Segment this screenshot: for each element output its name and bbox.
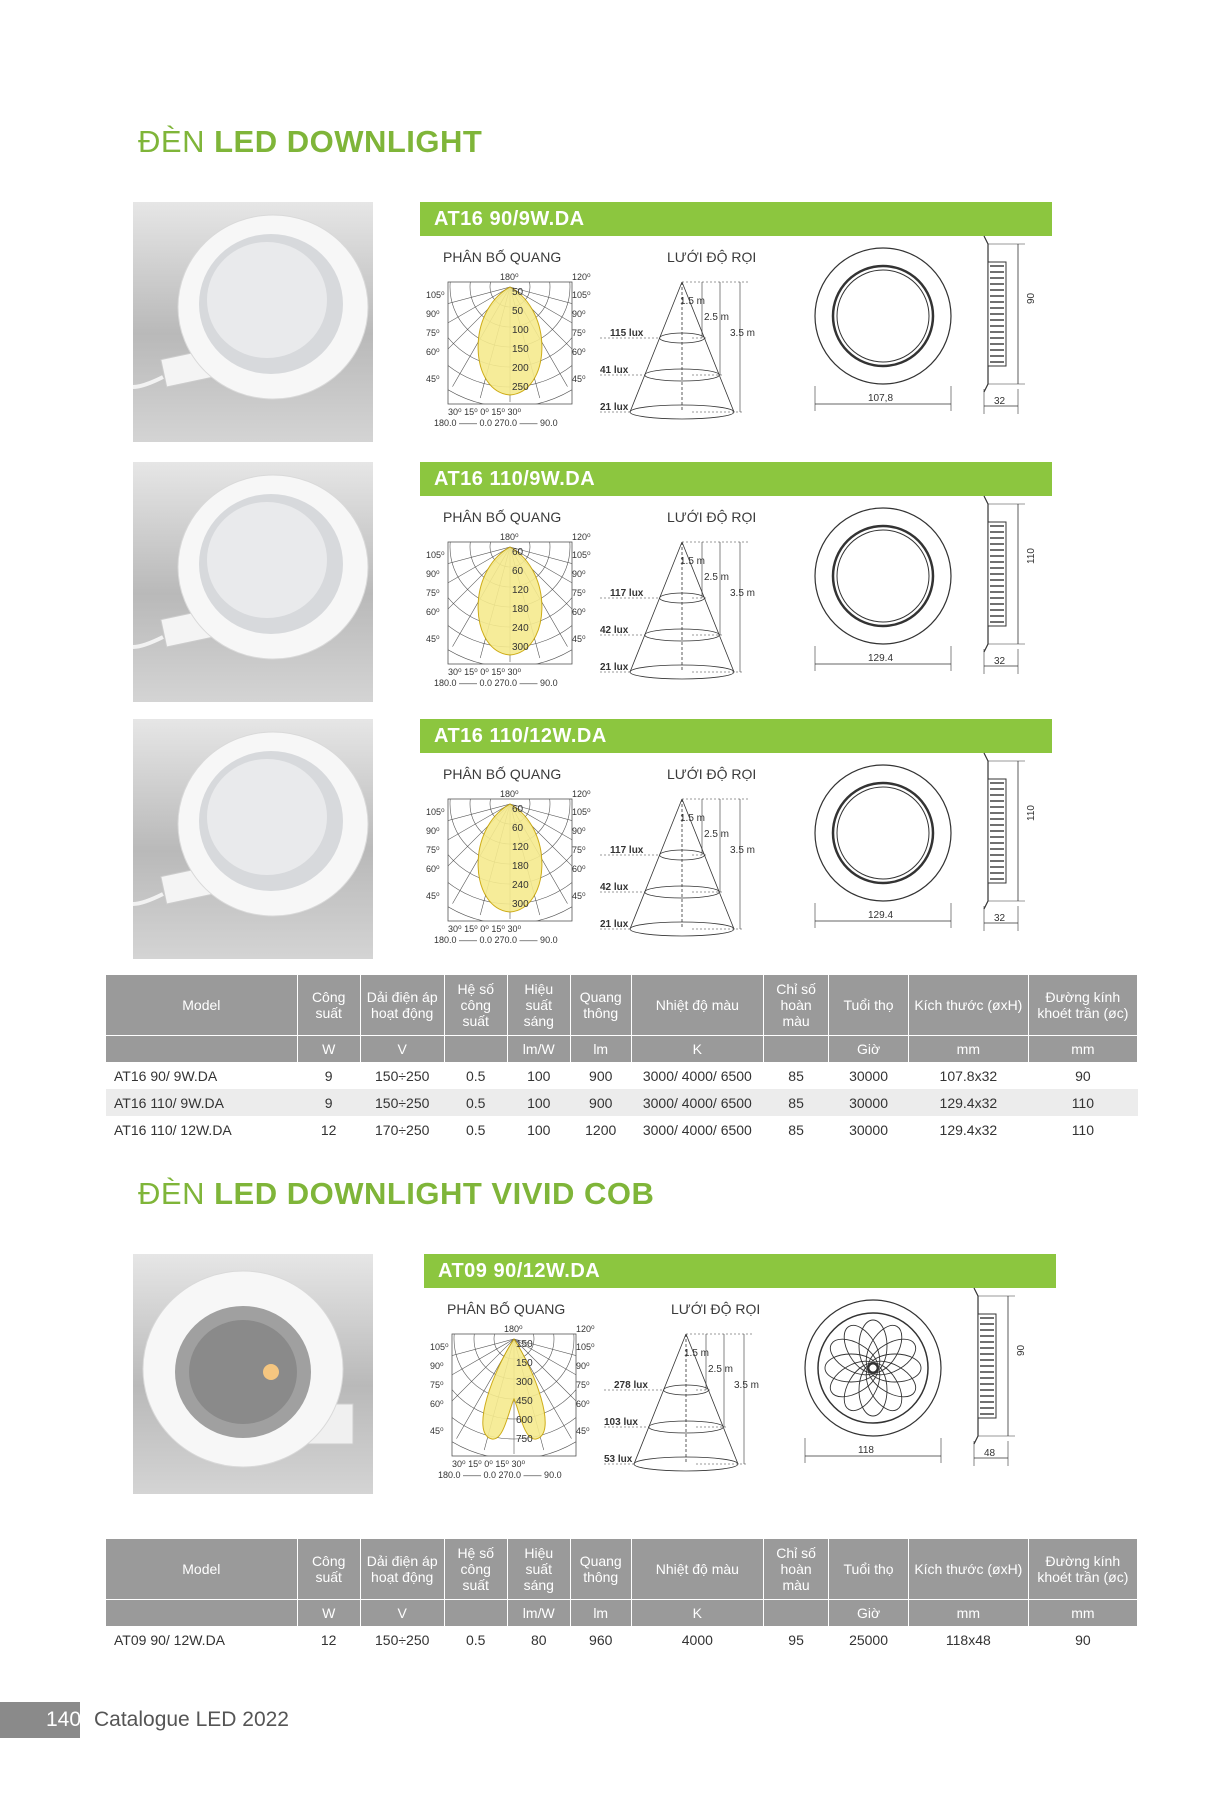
svg-text:90⁰: 90⁰ [572, 826, 586, 836]
column-header: Hiệu suất sáng [507, 1539, 570, 1599]
svg-text:110: 110 [1026, 548, 1037, 564]
table-cell: 170÷250 [375, 1121, 430, 1138]
svg-text:300: 300 [516, 1377, 533, 1388]
table-row [106, 1116, 1138, 1143]
svg-text:90: 90 [1026, 292, 1037, 304]
column-header: Tuổi thọ [829, 1539, 909, 1599]
table-row [106, 1089, 1138, 1116]
section-title-downlight [138, 124, 482, 160]
unit-header: Giờ [829, 1599, 909, 1626]
svg-text:42 lux: 42 lux [600, 625, 629, 636]
table-cell: AT09 90/ 12W.DA [114, 1631, 226, 1648]
unit-header: K [631, 1035, 763, 1062]
table-cell: 85 [764, 1089, 829, 1116]
svg-text:90⁰: 90⁰ [576, 1361, 590, 1371]
svg-text:150: 150 [516, 1358, 533, 1369]
svg-text:180.0 —— 0.0 270.0 —— 90.0: 180.0 —— 0.0 270.0 —— 90.0 [434, 935, 558, 944]
svg-text:45⁰: 45⁰ [426, 374, 440, 384]
title-main: LED DOWNLIGHT [214, 124, 483, 159]
beam-cone-diagram [604, 1322, 774, 1482]
svg-text:90: 90 [1016, 1344, 1027, 1356]
unit-header: mm [908, 1035, 1028, 1062]
svg-text:32: 32 [994, 913, 1006, 924]
column-header: Chỉ số hoàn màu [764, 975, 829, 1035]
svg-text:50: 50 [512, 287, 524, 298]
svg-text:75⁰: 75⁰ [572, 328, 586, 338]
side-view-dimension-drawing [970, 751, 1060, 946]
column-header: Model [106, 1539, 297, 1599]
table-cell: 0.5 [465, 1067, 486, 1084]
table-cell: AT16 110/ 12W.DA [114, 1121, 232, 1138]
svg-text:45⁰: 45⁰ [572, 374, 586, 384]
svg-text:180⁰: 180⁰ [500, 789, 519, 799]
svg-text:105⁰: 105⁰ [576, 1342, 595, 1352]
table-cell: 150÷250 [360, 1089, 444, 1116]
column-header: Quang thông [570, 1539, 631, 1599]
svg-text:129.4: 129.4 [868, 910, 894, 921]
svg-text:90⁰: 90⁰ [426, 569, 440, 579]
svg-text:120⁰: 120⁰ [572, 789, 591, 799]
table-cell: 12 [320, 1121, 337, 1138]
table-cell: 0.5 [444, 1089, 507, 1116]
svg-text:100: 100 [512, 325, 529, 336]
table-cell: 150÷250 [375, 1631, 430, 1648]
page-number: 140 [0, 1702, 80, 1738]
svg-text:30⁰ 15⁰ 0⁰ 15⁰ 30⁰: 30⁰ 15⁰ 0⁰ 15⁰ 30⁰ [452, 1459, 526, 1469]
svg-text:60⁰: 60⁰ [430, 1399, 444, 1409]
table-cell: 100 [527, 1121, 551, 1138]
beam-grid-label: LƯỚI ĐỘ RỌI [671, 1301, 761, 1317]
svg-text:278 lux: 278 lux [614, 1380, 648, 1391]
svg-text:32: 32 [994, 656, 1006, 667]
model-bar: AT16 110/9W.DA [420, 462, 1052, 496]
svg-text:750: 750 [516, 1434, 533, 1445]
svg-text:150: 150 [516, 1339, 533, 1350]
svg-text:300: 300 [512, 899, 529, 910]
svg-text:105⁰: 105⁰ [572, 550, 591, 560]
svg-text:120⁰: 120⁰ [572, 532, 591, 542]
product-photo [133, 719, 373, 959]
table-cell: 95 [788, 1631, 804, 1648]
svg-text:150: 150 [512, 344, 529, 355]
svg-text:2.5 m: 2.5 m [708, 1364, 734, 1375]
svg-text:30⁰ 15⁰ 0⁰ 15⁰ 30⁰: 30⁰ 15⁰ 0⁰ 15⁰ 30⁰ [448, 407, 522, 417]
svg-text:90⁰: 90⁰ [426, 826, 440, 836]
svg-text:60: 60 [512, 804, 524, 815]
svg-text:90⁰: 90⁰ [426, 309, 440, 319]
svg-text:75⁰: 75⁰ [426, 588, 440, 598]
polar-light-distribution-diagram [420, 532, 600, 687]
svg-text:60⁰: 60⁰ [426, 607, 440, 617]
front-view-dimension-drawing [798, 1288, 948, 1478]
model-bar: AT09 90/12W.DA [424, 1254, 1056, 1288]
column-header: Công suất [297, 1539, 360, 1599]
svg-text:60⁰: 60⁰ [572, 347, 586, 357]
table-cell: 900 [589, 1067, 613, 1084]
side-view-dimension-drawing [970, 234, 1060, 429]
svg-text:45⁰: 45⁰ [426, 634, 440, 644]
unit-header [444, 1599, 507, 1626]
column-header: Quang thông [570, 975, 631, 1035]
unit-header: mm [908, 1599, 1028, 1626]
svg-text:110: 110 [1026, 805, 1037, 821]
model-bar: AT16 90/9W.DA [420, 202, 1052, 236]
table-cell: 30000 [829, 1089, 909, 1116]
unit-header [764, 1599, 829, 1626]
svg-text:107,8: 107,8 [868, 393, 894, 404]
table-cell: 30000 [849, 1121, 889, 1138]
table-cell: AT16 90/ 9W.DA [114, 1067, 218, 1084]
svg-text:3.5 m: 3.5 m [730, 328, 756, 339]
svg-text:42 lux: 42 lux [600, 882, 629, 893]
beam-grid-label: LƯỚI ĐỘ RỌI [667, 509, 757, 525]
svg-text:1.5 m: 1.5 m [680, 296, 706, 307]
table-cell: 25000 [849, 1631, 889, 1648]
svg-text:120⁰: 120⁰ [576, 1324, 595, 1334]
table-cell: 9 [324, 1067, 333, 1084]
svg-text:200: 200 [512, 363, 529, 374]
svg-text:60: 60 [512, 823, 524, 834]
beam-cone-diagram [600, 787, 770, 947]
table-cell: 0.5 [465, 1631, 486, 1648]
svg-text:180: 180 [512, 604, 529, 615]
svg-text:45⁰: 45⁰ [426, 891, 440, 901]
table-cell: 110 [1028, 1089, 1137, 1116]
table-cell: 30000 [849, 1067, 889, 1084]
title-main: LED DOWNLIGHT VIVID COB [214, 1176, 655, 1211]
svg-text:60⁰: 60⁰ [572, 607, 586, 617]
svg-text:120⁰: 120⁰ [572, 272, 591, 282]
svg-text:90⁰: 90⁰ [430, 1361, 444, 1371]
spec-table-vivid-cob [106, 1539, 1138, 1653]
table-cell: 80 [530, 1631, 547, 1648]
product-photo [133, 202, 373, 442]
unit-header: W [297, 1035, 360, 1062]
svg-text:117 lux: 117 lux [610, 588, 644, 599]
table-cell: 107.8x32 [939, 1067, 998, 1084]
column-header: Đường kính khoét trần (øc) [1028, 975, 1137, 1035]
table-cell: 12 [320, 1631, 337, 1648]
unit-header [106, 1599, 297, 1626]
column-header: Công suất [297, 975, 360, 1035]
svg-text:117 lux: 117 lux [610, 845, 644, 856]
svg-text:180⁰: 180⁰ [500, 532, 519, 542]
table-cell: 3000/ 4000/ 6500 [642, 1121, 752, 1138]
table-cell: 90 [1075, 1067, 1091, 1084]
unit-header: lm [570, 1599, 631, 1626]
svg-text:105⁰: 105⁰ [572, 290, 591, 300]
table-row [106, 1062, 1138, 1089]
svg-text:90⁰: 90⁰ [572, 309, 586, 319]
product-photo [133, 462, 373, 702]
front-view-dimension-drawing [808, 236, 958, 426]
svg-text:48: 48 [984, 1448, 996, 1459]
svg-text:250: 250 [512, 382, 529, 393]
light-distribution-label: PHÂN BỐ QUANG [443, 249, 562, 265]
svg-text:75⁰: 75⁰ [426, 328, 440, 338]
unit-header: V [360, 1599, 444, 1626]
unit-header: mm [1028, 1035, 1137, 1062]
svg-text:240: 240 [512, 623, 529, 634]
table-cell: 150÷250 [375, 1067, 430, 1084]
svg-text:105⁰: 105⁰ [430, 1342, 449, 1352]
light-distribution-label: PHÂN BỐ QUANG [443, 509, 562, 525]
column-header: Hiệu suất sáng [507, 975, 570, 1035]
table-cell: 900 [570, 1089, 631, 1116]
unit-header: K [631, 1599, 763, 1626]
svg-text:120: 120 [512, 842, 529, 853]
beam-cone-diagram [600, 270, 770, 430]
table-cell: 100 [507, 1089, 570, 1116]
table-cell: 9 [297, 1089, 360, 1116]
svg-text:1.5 m: 1.5 m [680, 556, 706, 567]
table-cell: 960 [589, 1631, 613, 1648]
table-cell: 3000/ 4000/ 6500 [631, 1089, 763, 1116]
svg-text:115 lux: 115 lux [610, 328, 644, 339]
table-cell: 110 [1071, 1121, 1095, 1138]
side-view-dimension-drawing [960, 1286, 1050, 1481]
svg-text:2.5 m: 2.5 m [704, 312, 730, 323]
unit-header: W [297, 1599, 360, 1626]
svg-text:60⁰: 60⁰ [576, 1399, 590, 1409]
svg-text:32: 32 [994, 396, 1006, 407]
svg-text:60: 60 [512, 566, 524, 577]
column-header: Chỉ số hoàn màu [764, 1539, 829, 1599]
svg-text:21 lux: 21 lux [600, 919, 629, 930]
svg-text:3.5 m: 3.5 m [734, 1380, 760, 1391]
unit-header: lm/W [507, 1599, 570, 1626]
svg-text:240: 240 [512, 880, 529, 891]
unit-header: lm/W [507, 1035, 570, 1062]
table-cell: 85 [788, 1121, 804, 1138]
svg-text:53 lux: 53 lux [604, 1454, 633, 1465]
svg-text:1.5 m: 1.5 m [684, 1348, 710, 1359]
svg-text:450: 450 [516, 1396, 533, 1407]
beam-cone-diagram [600, 530, 770, 690]
table-cell: 129.4x32 [939, 1121, 998, 1138]
svg-text:45⁰: 45⁰ [430, 1426, 444, 1436]
table-cell: 85 [788, 1067, 804, 1084]
svg-text:180.0 —— 0.0 270.0 —— 90.0: 180.0 —— 0.0 270.0 —— 90.0 [434, 418, 558, 427]
front-view-dimension-drawing [808, 496, 958, 686]
svg-text:129.4: 129.4 [868, 653, 894, 664]
table-cell: 90 [1075, 1631, 1091, 1648]
table-cell: 129.4x32 [908, 1089, 1028, 1116]
svg-text:300: 300 [512, 642, 529, 653]
svg-text:75⁰: 75⁰ [572, 588, 586, 598]
section-title-vivid-cob [138, 1176, 654, 1212]
polar-light-distribution-diagram [424, 1324, 604, 1479]
svg-text:180.0 —— 0.0 270.0 —— 90.0: 180.0 —— 0.0 270.0 —— 90.0 [438, 1470, 562, 1479]
title-prefix: ĐÈN [138, 1176, 205, 1211]
title-prefix: ĐÈN [138, 124, 205, 159]
column-header: Đường kính khoét trần (øc) [1028, 1539, 1137, 1599]
svg-text:3.5 m: 3.5 m [730, 588, 756, 599]
svg-text:180⁰: 180⁰ [500, 272, 519, 282]
column-header: Kích thước (øxH) [908, 975, 1028, 1035]
svg-text:90⁰: 90⁰ [572, 569, 586, 579]
svg-text:120: 120 [512, 585, 529, 596]
column-header: Hệ số công suất [444, 1539, 507, 1599]
table-cell: AT16 110/ 9W.DA [106, 1089, 297, 1116]
svg-text:2.5 m: 2.5 m [704, 829, 730, 840]
svg-text:2.5 m: 2.5 m [704, 572, 730, 583]
svg-text:75⁰: 75⁰ [430, 1380, 444, 1390]
svg-text:45⁰: 45⁰ [572, 891, 586, 901]
table-cell: 100 [527, 1067, 551, 1084]
light-distribution-label: PHÂN BỐ QUANG [443, 766, 562, 782]
table-cell: 3000/ 4000/ 6500 [642, 1067, 752, 1084]
unit-header [764, 1035, 829, 1062]
svg-text:45⁰: 45⁰ [576, 1426, 590, 1436]
svg-text:75⁰: 75⁰ [576, 1380, 590, 1390]
svg-text:105⁰: 105⁰ [426, 550, 445, 560]
column-header: Kích thước (øxH) [908, 1539, 1028, 1599]
svg-text:105⁰: 105⁰ [572, 807, 591, 817]
svg-text:1.5 m: 1.5 m [680, 813, 706, 824]
column-header: Nhiệt độ màu [631, 1539, 763, 1599]
table-row [106, 1626, 1138, 1653]
column-header: Nhiệt độ màu [631, 975, 763, 1035]
svg-text:60⁰: 60⁰ [426, 864, 440, 874]
table-cell: 1200 [585, 1121, 617, 1138]
svg-text:60: 60 [512, 547, 524, 558]
svg-text:180: 180 [512, 861, 529, 872]
svg-text:75⁰: 75⁰ [572, 845, 586, 855]
unit-header: V [360, 1035, 444, 1062]
svg-text:60⁰: 60⁰ [572, 864, 586, 874]
table-cell: 118x48 [945, 1631, 991, 1648]
svg-text:105⁰: 105⁰ [426, 807, 445, 817]
svg-text:41 lux: 41 lux [600, 365, 629, 376]
column-header: Model [106, 975, 297, 1035]
column-header: Dải điện áp hoạt động [360, 1539, 444, 1599]
product-photo [133, 1254, 373, 1494]
svg-text:118: 118 [858, 1445, 874, 1456]
beam-grid-label: LƯỚI ĐỘ RỌI [667, 766, 757, 782]
column-header: Tuổi thọ [829, 975, 909, 1035]
table-cell: 4000 [681, 1631, 713, 1648]
column-header: Dải điện áp hoạt động [360, 975, 444, 1035]
svg-text:30⁰ 15⁰ 0⁰ 15⁰ 30⁰: 30⁰ 15⁰ 0⁰ 15⁰ 30⁰ [448, 667, 522, 677]
unit-header: Giờ [829, 1035, 909, 1062]
column-header: Hệ số công suất [444, 975, 507, 1035]
svg-text:600: 600 [516, 1415, 533, 1426]
unit-header: lm [570, 1035, 631, 1062]
svg-text:103 lux: 103 lux [604, 1417, 638, 1428]
svg-text:60⁰: 60⁰ [426, 347, 440, 357]
svg-text:50: 50 [512, 306, 524, 317]
svg-text:105⁰: 105⁰ [426, 290, 445, 300]
footer-title: Catalogue LED 2022 [94, 1708, 289, 1731]
unit-header [444, 1035, 507, 1062]
unit-header [106, 1035, 297, 1062]
polar-light-distribution-diagram [420, 789, 600, 944]
svg-text:180.0 —— 0.0 270.0 —— 90.0: 180.0 —— 0.0 270.0 —— 90.0 [434, 678, 558, 687]
front-view-dimension-drawing [808, 753, 958, 943]
model-bar: AT16 110/12W.DA [420, 719, 1052, 753]
svg-text:21 lux: 21 lux [600, 662, 629, 673]
table-cell: 0.5 [465, 1121, 486, 1138]
unit-header: mm [1028, 1599, 1137, 1626]
svg-text:3.5 m: 3.5 m [730, 845, 756, 856]
svg-text:180⁰: 180⁰ [504, 1324, 523, 1334]
polar-light-distribution-diagram [420, 272, 600, 427]
light-distribution-label: PHÂN BỐ QUANG [447, 1301, 566, 1317]
svg-text:45⁰: 45⁰ [572, 634, 586, 644]
svg-text:21 lux: 21 lux [600, 402, 629, 413]
beam-grid-label: LƯỚI ĐỘ RỌI [667, 249, 757, 265]
side-view-dimension-drawing [970, 494, 1060, 689]
svg-text:30⁰ 15⁰ 0⁰ 15⁰ 30⁰: 30⁰ 15⁰ 0⁰ 15⁰ 30⁰ [448, 924, 522, 934]
svg-text:75⁰: 75⁰ [426, 845, 440, 855]
spec-table-downlight [106, 975, 1138, 1143]
